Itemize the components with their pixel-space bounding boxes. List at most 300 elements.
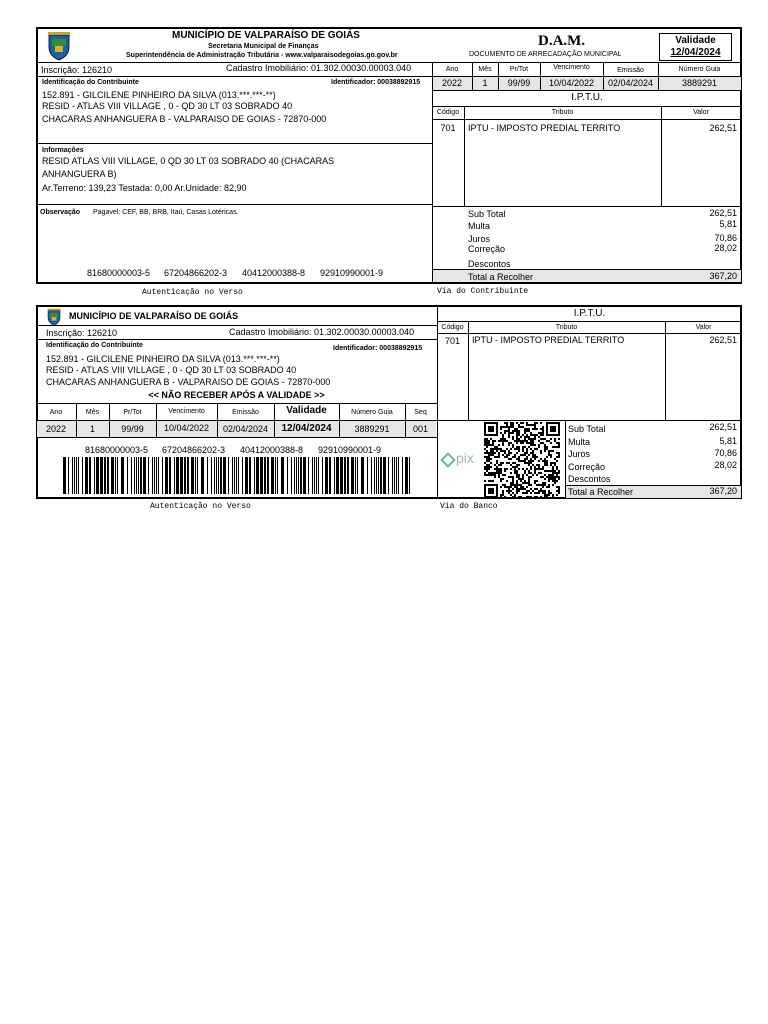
qr-module xyxy=(518,460,520,462)
qr-module xyxy=(518,438,520,440)
info-line2: ANHANGUERA B) xyxy=(42,169,117,179)
barcode-bar xyxy=(117,457,118,494)
barcode-bar xyxy=(111,457,114,494)
qr-module xyxy=(510,482,512,484)
qr-module xyxy=(514,472,516,474)
qr-module xyxy=(534,436,536,438)
qr-module xyxy=(538,444,540,446)
qr-module xyxy=(516,452,518,454)
qr-module xyxy=(486,452,488,454)
qr-module xyxy=(510,432,512,434)
barcode-bar xyxy=(72,457,73,494)
qr-module xyxy=(542,428,544,430)
qr-module xyxy=(556,446,558,448)
qr-module xyxy=(504,484,506,486)
qr-module xyxy=(496,450,498,452)
qr-module xyxy=(494,472,496,474)
qr-module xyxy=(528,482,530,484)
qr-module xyxy=(552,474,554,476)
qr-module xyxy=(530,496,532,498)
qr-module xyxy=(504,474,506,476)
qr-module xyxy=(486,456,488,458)
barcode-bar xyxy=(96,457,99,494)
qr-module xyxy=(484,468,486,470)
qr-module xyxy=(506,440,508,442)
qr-module xyxy=(552,472,554,474)
qr-module xyxy=(530,466,532,468)
barcode-bar xyxy=(100,457,103,494)
barcode-bar xyxy=(207,457,208,494)
qr-module xyxy=(546,486,548,488)
qr-module xyxy=(498,474,500,476)
qr-module xyxy=(524,454,526,456)
qr-module xyxy=(544,450,546,452)
qr-module xyxy=(508,444,510,446)
qr-module xyxy=(530,444,532,446)
qr-module xyxy=(536,492,538,494)
qr-module xyxy=(538,464,540,466)
barcode-bar xyxy=(249,457,251,494)
qr-module xyxy=(488,442,490,444)
qr-module xyxy=(540,452,542,454)
barcode-bar xyxy=(115,457,116,494)
qr-module xyxy=(554,462,556,464)
qr-module xyxy=(508,452,510,454)
qr-module xyxy=(542,430,544,432)
qr-module xyxy=(526,440,528,442)
barcode-bar xyxy=(357,457,358,494)
secretariat-text: Secretaria Municipal de Finanças xyxy=(208,43,319,50)
qr-module xyxy=(536,474,538,476)
qr-module xyxy=(508,454,510,456)
barcode-bar xyxy=(267,457,269,494)
juros-label: Juros xyxy=(468,234,491,244)
bank-tributo-codigo: 701 xyxy=(444,336,461,346)
qr-module xyxy=(490,472,492,474)
qr-module xyxy=(514,496,516,498)
qr-module xyxy=(532,444,534,446)
qr-module xyxy=(522,468,524,470)
barcode-bar xyxy=(216,457,217,494)
qr-module xyxy=(524,432,526,434)
qr-module xyxy=(554,438,556,440)
qr-module xyxy=(500,496,502,498)
qr-module xyxy=(518,464,520,466)
barcode-bar xyxy=(271,457,274,494)
qr-module xyxy=(514,462,516,464)
qr-module xyxy=(504,440,506,442)
qr-module xyxy=(524,472,526,474)
qr-module xyxy=(540,422,542,424)
qr-module xyxy=(540,488,542,490)
bank-correcao-value: 28,02 xyxy=(714,460,737,470)
qr-module xyxy=(534,496,536,498)
qr-module xyxy=(524,492,526,494)
qr-module xyxy=(534,426,536,428)
bank-digitable-part1: 81680000003-5 xyxy=(85,445,149,455)
qr-module xyxy=(524,482,526,484)
qr-module xyxy=(532,456,534,458)
qr-module xyxy=(552,466,554,468)
barcode-bar xyxy=(156,457,157,494)
qr-module xyxy=(498,472,500,474)
qr-module xyxy=(540,438,542,440)
qr-module xyxy=(548,470,550,472)
qr-module xyxy=(512,446,514,448)
barcode-bar xyxy=(134,457,135,494)
qr-module xyxy=(504,468,506,470)
barcode-bar xyxy=(329,457,331,494)
qr-module xyxy=(518,496,520,498)
bank-val-mes: 1 xyxy=(89,424,95,434)
qr-module xyxy=(506,454,508,456)
qr-module xyxy=(554,440,556,442)
qr-module xyxy=(516,448,518,450)
qr-module xyxy=(484,466,486,468)
qr-module xyxy=(504,486,506,488)
qr-module xyxy=(556,490,558,492)
qr-module xyxy=(492,442,494,444)
qr-module xyxy=(552,494,554,496)
subtotal-label: Sub Total xyxy=(468,209,506,219)
qr-module xyxy=(490,480,492,482)
qr-module xyxy=(530,452,532,454)
barcode-bar xyxy=(162,457,163,494)
qr-module xyxy=(500,472,502,474)
qr-module xyxy=(532,440,534,442)
qr-module xyxy=(544,464,546,466)
qr-module xyxy=(516,474,518,476)
qr-module xyxy=(518,478,520,480)
barcode-bar xyxy=(195,457,196,494)
inscricao-text: Inscrição: 126210 xyxy=(41,65,113,75)
qr-module xyxy=(544,492,546,494)
barcode-bar xyxy=(187,457,189,494)
qr-module xyxy=(510,468,512,470)
qr-module xyxy=(492,474,494,476)
qr-module xyxy=(508,492,510,494)
qr-module xyxy=(552,478,554,480)
qr-module xyxy=(534,444,536,446)
qr-module xyxy=(554,470,556,472)
qr-module xyxy=(496,472,498,474)
qr-module xyxy=(518,430,520,432)
superintendence-text: Superintendência de Administração Tributária - www.valparaisodegoias.go.gov.br xyxy=(126,52,398,59)
qr-module xyxy=(510,484,512,486)
bank-hdr-emissao: Emissão xyxy=(232,409,259,416)
qr-module xyxy=(520,426,522,428)
qr-module xyxy=(496,456,498,458)
qr-module xyxy=(516,470,518,472)
barcode-bar xyxy=(242,457,243,494)
qr-module xyxy=(486,460,488,462)
bank-correcao-label: Correção xyxy=(568,462,606,472)
qr-module xyxy=(506,490,508,492)
qr-module xyxy=(540,490,542,492)
qr-module xyxy=(528,470,530,472)
qr-module xyxy=(492,472,494,474)
qr-finder xyxy=(488,426,494,432)
qr-module xyxy=(488,458,490,460)
qr-module xyxy=(484,440,486,442)
qr-module xyxy=(558,442,560,444)
qr-module xyxy=(534,424,536,426)
barcode-bar xyxy=(409,457,410,494)
qr-module xyxy=(526,496,528,498)
barcode-bar xyxy=(238,457,239,494)
qr-module xyxy=(534,470,536,472)
qr-module xyxy=(538,460,540,462)
qr-module xyxy=(516,484,518,486)
bank-total-label: Total a Recolher xyxy=(568,487,634,497)
qr-module xyxy=(538,436,540,438)
qr-module xyxy=(486,470,488,472)
qr-module xyxy=(544,470,546,472)
qr-module xyxy=(512,466,514,468)
qr-module xyxy=(550,492,552,494)
bank-municipality-title: MUNICÍPIO DE VALPARAÍSO DE GOIÁS xyxy=(69,311,239,321)
qr-module xyxy=(556,442,558,444)
qr-module xyxy=(492,452,494,454)
qr-module xyxy=(514,468,516,470)
barcode-bar xyxy=(318,457,319,494)
val-vencimento: 10/04/2022 xyxy=(548,78,595,88)
qr-module xyxy=(506,462,508,464)
qr-module xyxy=(542,482,544,484)
qr-module xyxy=(502,426,504,428)
barcode-bar xyxy=(383,457,386,494)
qr-module xyxy=(520,478,522,480)
qr-module xyxy=(526,424,528,426)
qr-module xyxy=(530,448,532,450)
qr-module xyxy=(522,474,524,476)
bank-hdr-prtot: Pr/Tot xyxy=(123,409,142,416)
qr-module xyxy=(516,466,518,468)
qr-module xyxy=(500,480,502,482)
qr-module xyxy=(502,450,504,452)
qr-module xyxy=(558,454,560,456)
obs-text: Pagavel: CEF, BB, BRB, Itaú, Casas Lotéricas. xyxy=(93,209,239,216)
qr-module xyxy=(516,458,518,460)
qr-module xyxy=(524,462,526,464)
qr-module xyxy=(526,456,528,458)
hdr-mes: Mês xyxy=(478,66,492,73)
val-numero-guia: 3889291 xyxy=(681,78,718,88)
qr-module xyxy=(500,486,502,488)
bank-val-numero: 3889291 xyxy=(354,424,390,434)
bank-address2: CHACARAS ANHANGUERA B - VALPARAISO DE GOIAS - 72870-000 xyxy=(46,377,331,387)
barcode-bar xyxy=(340,457,343,494)
qr-module xyxy=(518,434,520,436)
barcode-bar xyxy=(308,457,309,494)
barcode-bar xyxy=(275,457,276,494)
val-ano: 2022 xyxy=(441,78,463,88)
qr-module xyxy=(502,442,504,444)
qr-module xyxy=(530,458,532,460)
qr-module xyxy=(522,440,524,442)
validity-value: 12/04/2024 xyxy=(670,47,721,58)
qr-module xyxy=(534,492,536,494)
qr-module xyxy=(508,490,510,492)
barcode-bar xyxy=(291,457,292,494)
qr-module xyxy=(544,482,546,484)
qr-module xyxy=(512,482,514,484)
qr-module xyxy=(556,452,558,454)
subtotal-value: 262,51 xyxy=(709,208,737,218)
qr-module xyxy=(504,432,506,434)
qr-module xyxy=(506,468,508,470)
qr-module xyxy=(540,476,542,478)
qr-module xyxy=(514,456,516,458)
qr-module xyxy=(528,476,530,478)
qr-module xyxy=(512,424,514,426)
no-receive-warning: << NÃO RECEBER APÓS A VALIDADE >> xyxy=(148,390,325,400)
qr-module xyxy=(548,450,550,452)
qr-module xyxy=(486,466,488,468)
barcode-bar xyxy=(351,457,354,494)
bank-hdr-tributo: Tributo xyxy=(555,324,578,331)
barcode-bar xyxy=(371,457,372,494)
qr-module xyxy=(526,430,528,432)
barcode-bar xyxy=(201,457,204,494)
qr-module xyxy=(544,490,546,492)
digitable-part4: 92910990001-9 xyxy=(320,268,384,278)
qr-module xyxy=(510,452,512,454)
via-banco-label: Via do Banco xyxy=(440,502,498,511)
qr-module xyxy=(516,446,518,448)
qr-module xyxy=(500,450,502,452)
barcode-bar xyxy=(76,457,77,494)
qr-module xyxy=(530,440,532,442)
qr-module xyxy=(518,468,520,470)
qr-module xyxy=(524,458,526,460)
barcode-bar xyxy=(303,457,306,494)
qr-module xyxy=(546,464,548,466)
qr-module xyxy=(486,446,488,448)
qr-module xyxy=(530,438,532,440)
qr-module xyxy=(548,486,550,488)
qr-module xyxy=(540,450,542,452)
qr-module xyxy=(530,434,532,436)
qr-module xyxy=(510,424,512,426)
qr-module xyxy=(532,454,534,456)
qr-module xyxy=(522,492,524,494)
auth-label-bottom: Autenticação no Verso xyxy=(150,502,251,511)
pix-qr-code xyxy=(484,422,560,498)
qr-module xyxy=(548,440,550,442)
total-value: 367,20 xyxy=(709,271,737,281)
qr-module xyxy=(522,476,524,478)
qr-module xyxy=(526,486,528,488)
qr-module xyxy=(526,422,528,424)
barcode-bar xyxy=(300,457,302,494)
bank-juros-value: 70,86 xyxy=(714,448,737,458)
barcode-bar xyxy=(264,457,266,494)
barcode-bar xyxy=(107,457,109,494)
qr-module xyxy=(522,454,524,456)
qr-module xyxy=(536,464,538,466)
qr-module xyxy=(500,464,502,466)
qr-module xyxy=(492,454,494,456)
qr-module xyxy=(506,480,508,482)
qr-module xyxy=(538,490,540,492)
barcode-bar xyxy=(287,457,288,494)
qr-module xyxy=(524,446,526,448)
hdr-prtot: Pr/Tot xyxy=(509,66,529,73)
qr-module xyxy=(558,490,560,492)
qr-module xyxy=(556,494,558,496)
qr-module xyxy=(534,454,536,456)
qr-module xyxy=(558,438,560,440)
qr-module xyxy=(484,456,486,458)
total-label: Total a Recolher xyxy=(468,272,534,282)
qr-module xyxy=(492,444,494,446)
qr-module xyxy=(486,440,488,442)
qr-module xyxy=(522,448,524,450)
qr-module xyxy=(528,428,530,430)
qr-module xyxy=(546,476,548,478)
qr-module xyxy=(550,478,552,480)
qr-module xyxy=(518,488,520,490)
qr-module xyxy=(484,448,486,450)
qr-module xyxy=(516,488,518,490)
qr-module xyxy=(502,444,504,446)
qr-module xyxy=(540,484,542,486)
qr-module xyxy=(526,428,528,430)
barcode-bar xyxy=(94,457,95,494)
barcode-bar xyxy=(322,457,323,494)
qr-module xyxy=(538,466,540,468)
qr-module xyxy=(556,480,558,482)
qr-module xyxy=(490,474,492,476)
qr-module xyxy=(518,432,520,434)
bank-hdr-seq: Seq xyxy=(414,409,427,416)
qr-module xyxy=(544,458,546,460)
qr-module xyxy=(524,488,526,490)
qr-module xyxy=(498,476,500,478)
qr-module xyxy=(506,422,508,424)
bank-address1: RESID - ATLAS VIII VILLAGE , 0 - QD 30 LT 03 SOBRADO 40 xyxy=(46,365,297,375)
qr-module xyxy=(488,474,490,476)
qr-module xyxy=(528,436,530,438)
barcode-bar xyxy=(197,457,198,494)
bank-descontos-label: Descontos xyxy=(568,474,611,484)
qr-module xyxy=(516,464,518,466)
qr-module xyxy=(532,424,534,426)
pix-label: pix xyxy=(456,450,474,466)
qr-module xyxy=(524,460,526,462)
bank-juros-label: Juros xyxy=(568,449,591,459)
qr-module xyxy=(488,456,490,458)
qr-module xyxy=(552,476,554,478)
qr-module xyxy=(500,478,502,480)
qr-module xyxy=(558,486,560,488)
qr-module xyxy=(514,486,516,488)
qr-module xyxy=(486,450,488,452)
cadastro-text: Cadastro Imobiliário: 01.302.00030.00003.040 xyxy=(226,63,412,73)
validity-label: Validade xyxy=(675,35,716,46)
qr-module xyxy=(492,448,494,450)
qr-module xyxy=(554,458,556,460)
qr-module xyxy=(526,474,528,476)
qr-module xyxy=(544,494,546,496)
qr-module xyxy=(518,456,520,458)
barcode-bar xyxy=(138,457,139,494)
qr-module xyxy=(550,454,552,456)
barcode-bar xyxy=(184,457,186,494)
qr-module xyxy=(512,456,514,458)
qr-module xyxy=(550,456,552,458)
